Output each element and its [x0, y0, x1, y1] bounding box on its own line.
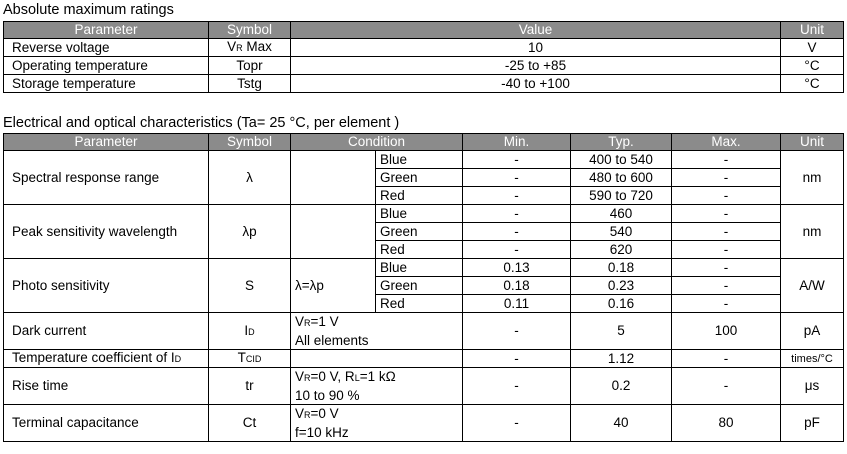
cell-parameter: Dark current [4, 313, 209, 350]
cell-max: - [672, 241, 781, 259]
header-unit: Unit [781, 134, 844, 151]
cell-typ: 590 to 720 [571, 187, 672, 205]
cell-color: Green [376, 277, 463, 295]
cell-symbol: λ [209, 151, 291, 205]
cell-typ: 460 [571, 205, 672, 223]
cell-typ: 620 [571, 241, 672, 259]
cell-color: Red [376, 295, 463, 313]
cell-unit: V [781, 39, 844, 57]
cell-parameter: Storage temperature [4, 75, 209, 93]
cond-tail: =1 V [310, 314, 339, 329]
cell-unit: °C [781, 57, 844, 75]
cell-condition [291, 405, 463, 442]
cell-parameter: Rise time [4, 368, 209, 405]
cell-max: - [672, 187, 781, 205]
header-min: Min. [463, 134, 571, 151]
cond-b: =0 V, R [310, 369, 355, 384]
cell-unit: nm [781, 205, 844, 259]
cond-a-sub: R [304, 373, 311, 383]
electrical-optical-table [3, 133, 844, 442]
header-symbol: Symbol [209, 22, 291, 39]
cell-min: - [463, 169, 571, 187]
table-row [4, 39, 844, 57]
cell-min: - [463, 205, 571, 223]
condition-line-1 [295, 368, 458, 387]
symbol-main: T [237, 350, 246, 365]
cell-symbol [209, 39, 291, 57]
cell-parameter: Terminal capacitance [4, 405, 209, 442]
cell-typ: 0.2 [571, 368, 672, 405]
symbol-sub: CID [245, 354, 262, 364]
cell-min: 0.18 [463, 277, 571, 295]
cell-value: -25 to +85 [291, 57, 781, 75]
cond-tail: =0 V [310, 406, 339, 421]
cell-color: Blue [376, 205, 463, 223]
cell-color: Green [376, 223, 463, 241]
table-row [4, 75, 844, 93]
cell-color: Green [376, 169, 463, 187]
cell-condition [291, 313, 463, 350]
cell-max: - [672, 277, 781, 295]
cell-unit: times/°C [781, 350, 844, 368]
table-row [4, 405, 844, 442]
cell-unit: A/W [781, 259, 844, 313]
cell-typ: 0.18 [571, 259, 672, 277]
cell-max: 100 [672, 313, 781, 350]
cell-value: -40 to +100 [291, 75, 781, 93]
cell-parameter: Reverse voltage [4, 39, 209, 57]
cell-max: - [672, 151, 781, 169]
cell-color: Blue [376, 259, 463, 277]
condition-line-2: 10 to 90 % [295, 388, 360, 403]
table-row [4, 313, 844, 350]
cell-min: - [463, 313, 571, 350]
cell-unit: °C [781, 75, 844, 93]
cell-typ: 40 [571, 405, 672, 442]
cell-min: - [463, 241, 571, 259]
symbol-main: I [244, 322, 249, 338]
param-sub: D [174, 354, 182, 364]
header-unit: Unit [781, 22, 844, 39]
cell-parameter: Operating temperature [4, 57, 209, 75]
cell-parameter: Peak sensitivity wavelength [4, 205, 209, 259]
cell-min: - [463, 368, 571, 405]
cell-max: - [672, 259, 781, 277]
electrical-optical-title: Electrical and optical characteristics (Ta= 25 °C, per element ) [3, 115, 400, 131]
cell-unit: μs [781, 368, 844, 405]
cell-max: - [672, 169, 781, 187]
cell-color: Blue [376, 151, 463, 169]
cell-max: - [672, 368, 781, 405]
cell-color: Red [376, 241, 463, 259]
symbol-sub: D [248, 326, 255, 337]
symbol-sub: R [236, 43, 243, 53]
cell-symbol: Topr [209, 57, 291, 75]
condition-line-1 [295, 313, 458, 332]
cell-symbol: λp [209, 205, 291, 259]
cell-parameter: Photo sensitivity [4, 259, 209, 313]
cond-c: =1 kΩ [359, 369, 396, 384]
table-header-row [4, 134, 844, 151]
cell-typ: 0.16 [571, 295, 672, 313]
cond-main: V [295, 406, 305, 421]
absolute-max-ratings-title: Absolute maximum ratings [3, 2, 174, 18]
cell-condition: λ=λp [291, 259, 376, 313]
cell-max: 80 [672, 405, 781, 442]
table-row [4, 368, 844, 405]
cell-max: - [672, 295, 781, 313]
absolute-max-ratings-table [3, 21, 844, 93]
header-parameter: Parameter [4, 22, 209, 39]
condition-line-2: f=10 kHz [295, 425, 349, 440]
table-row [4, 350, 844, 368]
table-row [4, 151, 844, 169]
cell-symbol: Tstg [209, 75, 291, 93]
cell-parameter: Spectral response range [4, 151, 209, 205]
cell-symbol [209, 313, 291, 350]
cell-unit: pF [781, 405, 844, 442]
cell-symbol: Ct [209, 405, 291, 442]
cell-symbol: tr [209, 368, 291, 405]
cond-sub: R [304, 410, 311, 420]
cell-typ: 540 [571, 223, 672, 241]
cell-min: - [463, 405, 571, 442]
cell-max: - [672, 223, 781, 241]
symbol-main: V [227, 39, 237, 54]
cell-typ: 1.12 [571, 350, 672, 368]
header-condition: Condition [291, 134, 463, 151]
cell-condition [291, 151, 376, 205]
cell-min: - [463, 350, 571, 368]
header-typ: Typ. [571, 134, 672, 151]
cell-max: - [672, 205, 781, 223]
header-max: Max. [672, 134, 781, 151]
cell-typ: 5 [571, 313, 672, 350]
cell-min: 0.13 [463, 259, 571, 277]
cond-a: V [295, 369, 305, 384]
param-main: Temperature coefficient of I [12, 350, 175, 365]
cond-b-sub: L [354, 373, 360, 383]
cell-condition [291, 368, 463, 405]
header-symbol: Symbol [209, 134, 291, 151]
cell-min: - [463, 187, 571, 205]
cell-unit: pA [781, 313, 844, 350]
cell-color: Red [376, 187, 463, 205]
cond-main: V [295, 314, 305, 329]
table-row [4, 205, 844, 223]
cell-symbol [209, 350, 291, 368]
cell-condition [291, 205, 376, 259]
condition-line-1 [295, 405, 458, 424]
cond-sub: R [304, 318, 311, 328]
cell-min: - [463, 151, 571, 169]
cell-min: 0.11 [463, 295, 571, 313]
cell-condition [291, 350, 463, 368]
cell-value: 10 [291, 39, 781, 57]
header-parameter: Parameter [4, 134, 209, 151]
cell-symbol: S [209, 259, 291, 313]
cell-typ: 0.23 [571, 277, 672, 295]
table-row [4, 57, 844, 75]
cell-typ: 480 to 600 [571, 169, 672, 187]
symbol-tail: Max [242, 39, 272, 54]
cell-min: - [463, 223, 571, 241]
condition-line-2: All elements [295, 333, 369, 348]
cell-parameter [4, 350, 209, 368]
header-value: Value [291, 22, 781, 39]
cell-unit: nm [781, 151, 844, 205]
cell-max: - [672, 350, 781, 368]
cell-typ: 400 to 540 [571, 151, 672, 169]
table-row [4, 259, 844, 277]
table-header-row [4, 22, 844, 39]
